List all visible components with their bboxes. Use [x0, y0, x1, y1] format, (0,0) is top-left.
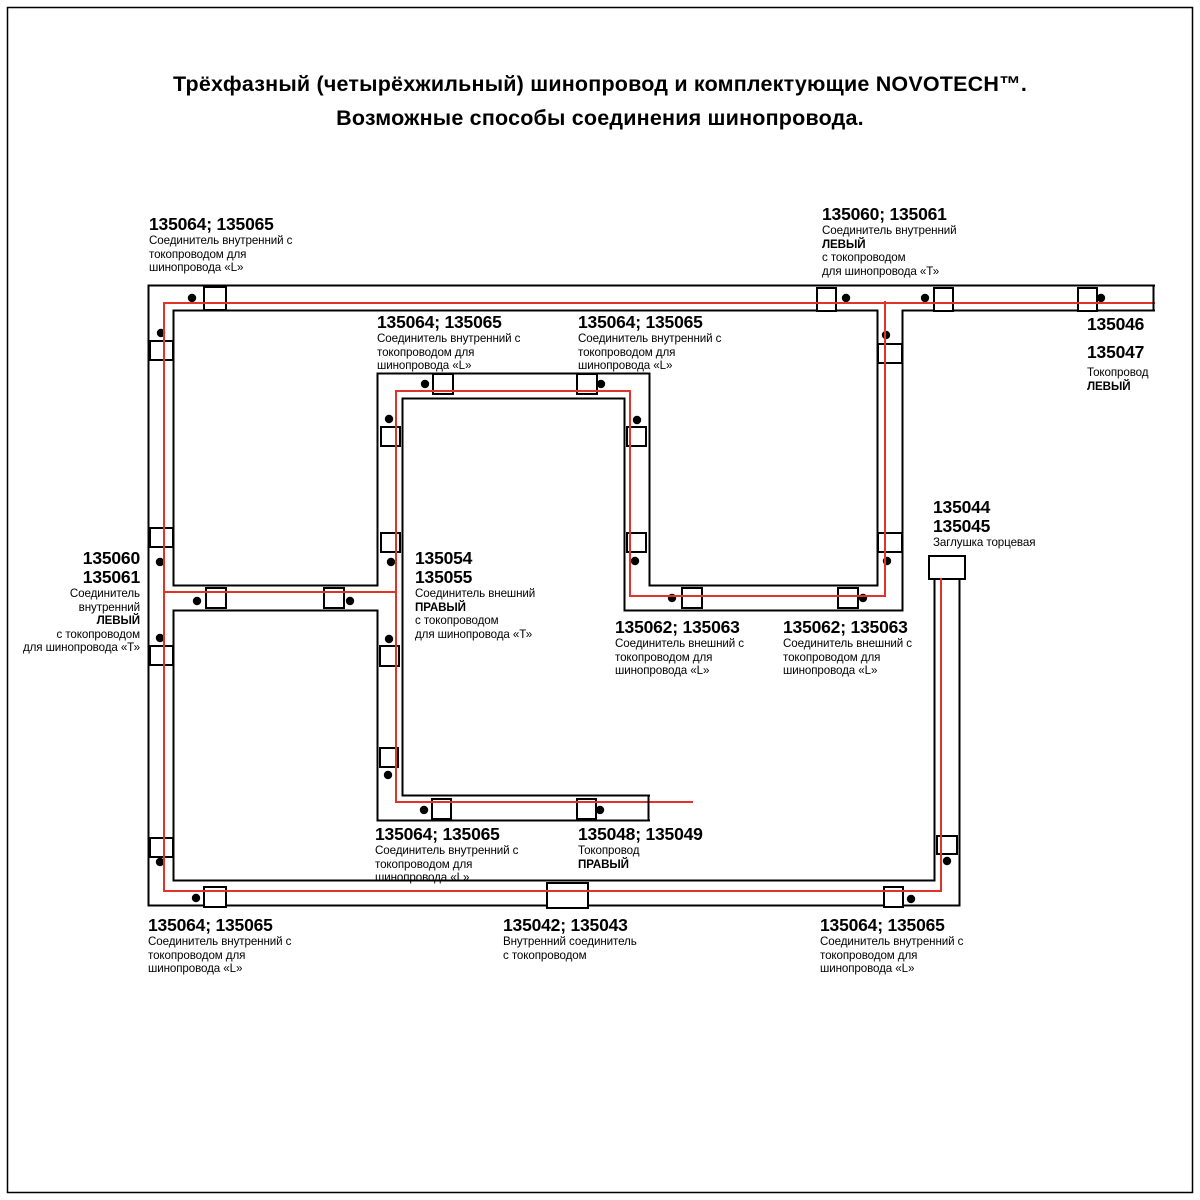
connector-joint — [817, 288, 836, 311]
label-power-feed-left: 135046 135047 Токопровод ЛЕВЫЙ — [1087, 314, 1149, 393]
connector-joint — [204, 287, 226, 310]
connector-joint — [150, 341, 173, 360]
page-title-line1: Трёхфазный (четырёхжильный) шинопровод и комплектующие NOVOTECH™. — [172, 72, 1028, 96]
connector-joint — [381, 427, 400, 446]
connector-joint — [150, 646, 173, 665]
label-internal-connector-L-top-left: 135064; 135065 Соединитель внутренний с токопроводом для шинопровода «L» — [149, 214, 293, 275]
label-internal-connector-L-lower: 135064; 135065 Соединитель внутренний с токопроводом для шинопровода «L» — [375, 824, 519, 885]
connector-joint — [878, 533, 902, 552]
connector-joint — [878, 344, 902, 363]
connector-joint — [682, 588, 702, 608]
connector-joint — [150, 528, 173, 547]
label-external-connector-L-right: 135062; 135063 Соединитель внешний с токопроводом для шинопровода «L» — [783, 617, 912, 678]
label-internal-connector-L-bottom-right: 135064; 135065 Соединитель внутренний с токопроводом для шинопровода «L» — [820, 915, 964, 976]
connector-joint — [150, 838, 173, 857]
label-external-connector-L-left: 135062; 135063 Соединитель внешний с токопроводом для шинопровода «L» — [615, 617, 744, 678]
connector-joint — [547, 883, 588, 908]
label-external-connector-T-center: 135054 135055 Соединитель внешний ПРАВЫЙ с токопроводом для шинопровода «Т» — [415, 548, 536, 641]
end-cap — [929, 556, 965, 579]
page-title-line2: Возможные способы соединения шинопровода. — [336, 106, 864, 130]
label-internal-connector-T-left: 135060 135061 Соединитель внутренний ЛЕВЫЙ с токопроводом для шинопровода «Т» — [22, 548, 140, 655]
connector-joint — [381, 533, 400, 552]
label-internal-connector-L-bottom-left: 135064; 135065 Соединитель внутренний с токопроводом для шинопровода «L» — [148, 915, 292, 976]
label-power-feed-right: 135048; 135049 Токопровод ПРАВЫЙ — [578, 824, 703, 871]
label-internal-connector-L-inner-right: 135064; 135065 Соединитель внутренний с токопроводом для шинопровода «L» — [578, 312, 722, 373]
label-internal-connector-T-top: 135060; 135061 Соединитель внутренний ЛЕВЫЙ с токопроводом для шинопровода «Т» — [822, 204, 957, 278]
connector-joint — [838, 588, 858, 608]
connector-joint — [1078, 288, 1097, 311]
label-end-cap: 135044 135045 Заглушка торцевая — [933, 497, 1036, 549]
connector-joint — [934, 288, 953, 311]
label-internal-connector-L-inner-left: 135064; 135065 Соединитель внутренний с токопроводом для шинопровода «L» — [377, 312, 521, 373]
label-internal-coupler: 135042; 135043 Внутренний соединитель с токопроводом — [503, 915, 637, 962]
